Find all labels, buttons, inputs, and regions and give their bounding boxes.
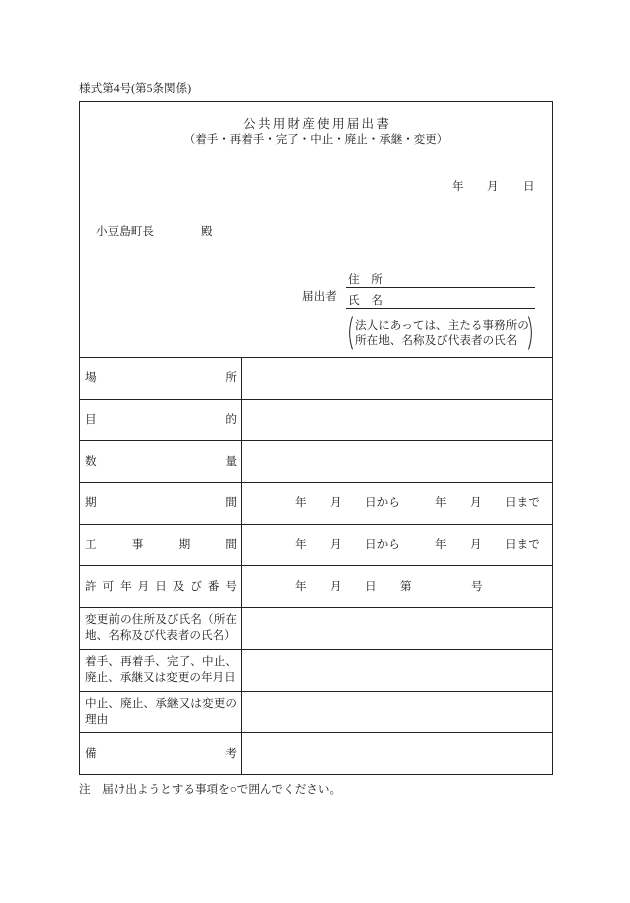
row-value-cell xyxy=(242,650,552,691)
name-underline xyxy=(346,308,535,309)
table-row-event-date xyxy=(80,649,552,691)
row-label-cell xyxy=(80,483,242,524)
form-title: 公共用財産使用届出書 xyxy=(243,117,392,131)
row-value-cell xyxy=(242,358,552,399)
addressee-honorific: 殿 xyxy=(201,225,213,238)
period-start-year: 年 xyxy=(295,496,307,510)
table-row-remarks xyxy=(80,732,552,774)
form-subtitle: （着手・再着手・完了・中止・廃止・承継・変更） xyxy=(183,134,449,146)
row-label: 工 事 期 間 xyxy=(85,538,237,552)
period-end-month: 月 xyxy=(470,496,482,510)
permit-number-prefix: 第 xyxy=(400,579,412,593)
row-label-cell xyxy=(80,608,242,649)
row-label-cell xyxy=(80,566,242,607)
row-value-cell xyxy=(242,441,552,482)
date-year-label: 年 xyxy=(452,180,464,193)
construction-start-day: 日から xyxy=(365,538,400,552)
row-value-cell xyxy=(242,692,552,733)
address-underline xyxy=(346,287,535,288)
table-row-reason xyxy=(80,691,552,733)
form-number: 様式第4号(第5条関係) xyxy=(79,82,192,95)
construction-start-year: 年 xyxy=(295,538,307,552)
period-end-day: 日まで xyxy=(505,496,540,510)
row-value-cell xyxy=(242,525,552,566)
row-label: 備 考 xyxy=(85,746,237,760)
row-label-cell xyxy=(80,441,242,482)
permit-number-suffix: 号 xyxy=(471,579,483,593)
row-label-cell xyxy=(80,733,242,774)
table-row-period xyxy=(80,482,552,524)
table-row-location xyxy=(80,357,552,399)
corporate-note-line-2: 所在地、名称及び代表者の氏名 xyxy=(355,334,518,347)
construction-end-year: 年 xyxy=(435,538,447,552)
table-row-purpose xyxy=(80,399,552,441)
row-label: 中止、廃止、承継又は変更の理由 xyxy=(85,696,237,726)
row-label: 着手、再着手、完了、中止、廃止、承継又は変更の年月日 xyxy=(85,655,237,685)
row-value-cell xyxy=(242,483,552,524)
row-label-cell xyxy=(80,525,242,566)
period-start-month: 月 xyxy=(330,496,342,510)
construction-start-month: 月 xyxy=(330,538,342,552)
row-label-cell xyxy=(80,400,242,441)
table-row-permit xyxy=(80,565,552,607)
row-value-cell xyxy=(242,608,552,649)
permit-day: 日 xyxy=(365,579,377,593)
table-row-construction-period xyxy=(80,524,552,566)
row-label: 場 所 xyxy=(85,371,237,385)
date-month-label: 月 xyxy=(487,180,499,193)
left-bracket-icon xyxy=(346,316,354,350)
construction-end-day: 日まで xyxy=(505,538,540,552)
form-frame xyxy=(79,101,553,775)
row-value-cell xyxy=(242,566,552,607)
corporate-note-line-1: 法人にあっては、主たる事務所の xyxy=(355,319,529,332)
row-label-cell xyxy=(80,358,242,399)
applicant-name-label: 氏 名 xyxy=(348,294,383,307)
row-label: 期 間 xyxy=(85,496,237,510)
row-label-cell xyxy=(80,650,242,691)
table-row-quantity xyxy=(80,440,552,482)
row-value-cell xyxy=(242,400,552,441)
period-end-year: 年 xyxy=(435,496,447,510)
permit-month: 月 xyxy=(330,579,342,593)
row-label: 許 可 年 月 日 及 び 番 号 xyxy=(85,579,237,593)
date-day-label: 日 xyxy=(523,180,535,193)
right-bracket-icon xyxy=(527,316,535,350)
row-label: 変更前の住所及び氏名（所在地、名称及び代表者の氏名） xyxy=(85,613,237,643)
applicant-address-label: 住 所 xyxy=(348,273,383,286)
row-label: 目 的 xyxy=(85,413,237,427)
footnote: 注 届け出ようとする事項を○で囲んでください。 xyxy=(79,783,342,796)
period-start-day: 日から xyxy=(365,496,400,510)
applicant-label: 届出者 xyxy=(302,290,337,303)
construction-end-month: 月 xyxy=(470,538,482,552)
addressee-name: 小豆島町長 xyxy=(96,225,154,238)
table-row-previous-address xyxy=(80,607,552,649)
row-label-cell xyxy=(80,692,242,733)
row-value-cell xyxy=(242,733,552,774)
permit-year: 年 xyxy=(295,579,307,593)
row-label: 数 量 xyxy=(85,454,237,468)
